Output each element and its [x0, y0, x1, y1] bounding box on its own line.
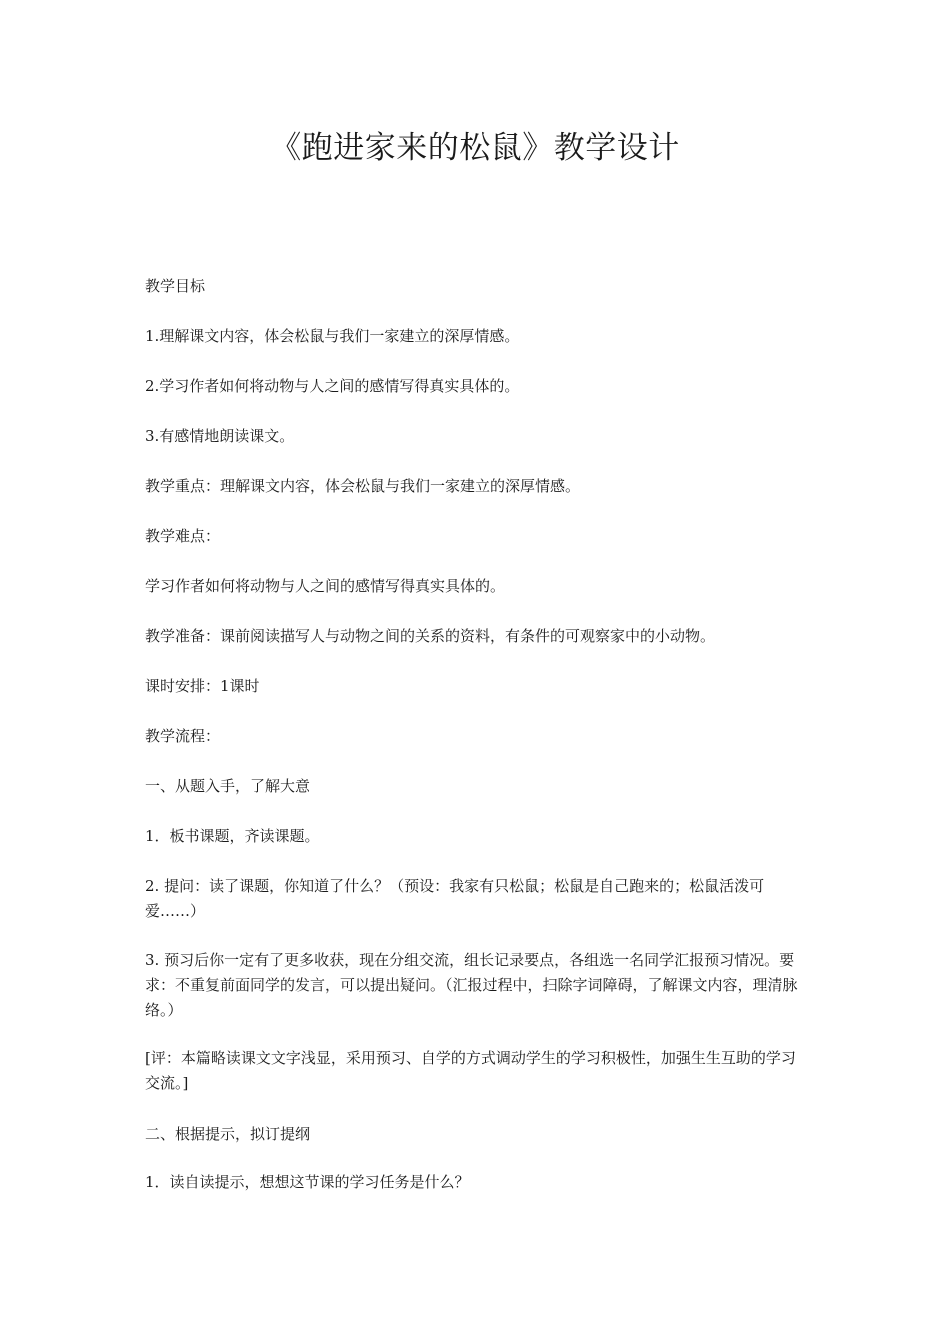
step-1-3: 3. 预习后你一定有了更多收获，现在分组交流，组长记录要点，各组选一名同学汇报预习情况。要求：不重复前面同学的发言，可以提出疑问。（汇报过程中，扫除字词障碍，了解课文内容，理清脉络。）	[145, 951, 798, 1019]
heading-teaching-goals: 教学目标	[145, 277, 206, 295]
document-title: 《跑进家来的松鼠》教学设计	[270, 130, 680, 166]
heading-teaching-process: 教学流程：	[145, 727, 221, 745]
section-heading-1: 一、从题入手，了解大意	[145, 777, 311, 795]
step-2-1: 1．读自读提示，想想这节课的学习任务是什么？	[145, 1173, 470, 1191]
commentary-note: [评：本篇略读课文文字浅显，采用预习、自学的方式调动学生的学习积极性，加强生生互助的学习交流。]	[145, 1049, 796, 1092]
section-heading-2: 二、根据提示，拟订提纲	[145, 1125, 311, 1143]
goal-item-2: 2.学习作者如何将动物与人之间的感情写得真实具体的。	[145, 377, 520, 395]
step-1-2: 2. 提问：读了课题，你知道了什么？（预设：我家有只松鼠；松鼠是自己跑来的；松鼠活泼可爱……）	[145, 877, 765, 920]
teaching-preparation: 教学准备：课前阅读描写人与动物之间的关系的资料，有条件的可观察家中的小动物。	[145, 627, 716, 645]
heading-teaching-difficulty: 教学难点：	[145, 527, 221, 545]
teaching-difficulty-text: 学习作者如何将动物与人之间的感情写得真实具体的。	[145, 577, 506, 595]
step-1-1: 1．板书课题，齐读课题。	[145, 827, 320, 845]
lesson-schedule: 课时安排：1课时	[145, 677, 260, 695]
goal-item-1: 1.理解课文内容，体会松鼠与我们一家建立的深厚情感。	[145, 327, 520, 345]
teaching-focus: 教学重点：理解课文内容，体会松鼠与我们一家建立的深厚情感。	[145, 477, 581, 495]
goal-item-3: 3.有感情地朗读课文。	[145, 427, 295, 445]
